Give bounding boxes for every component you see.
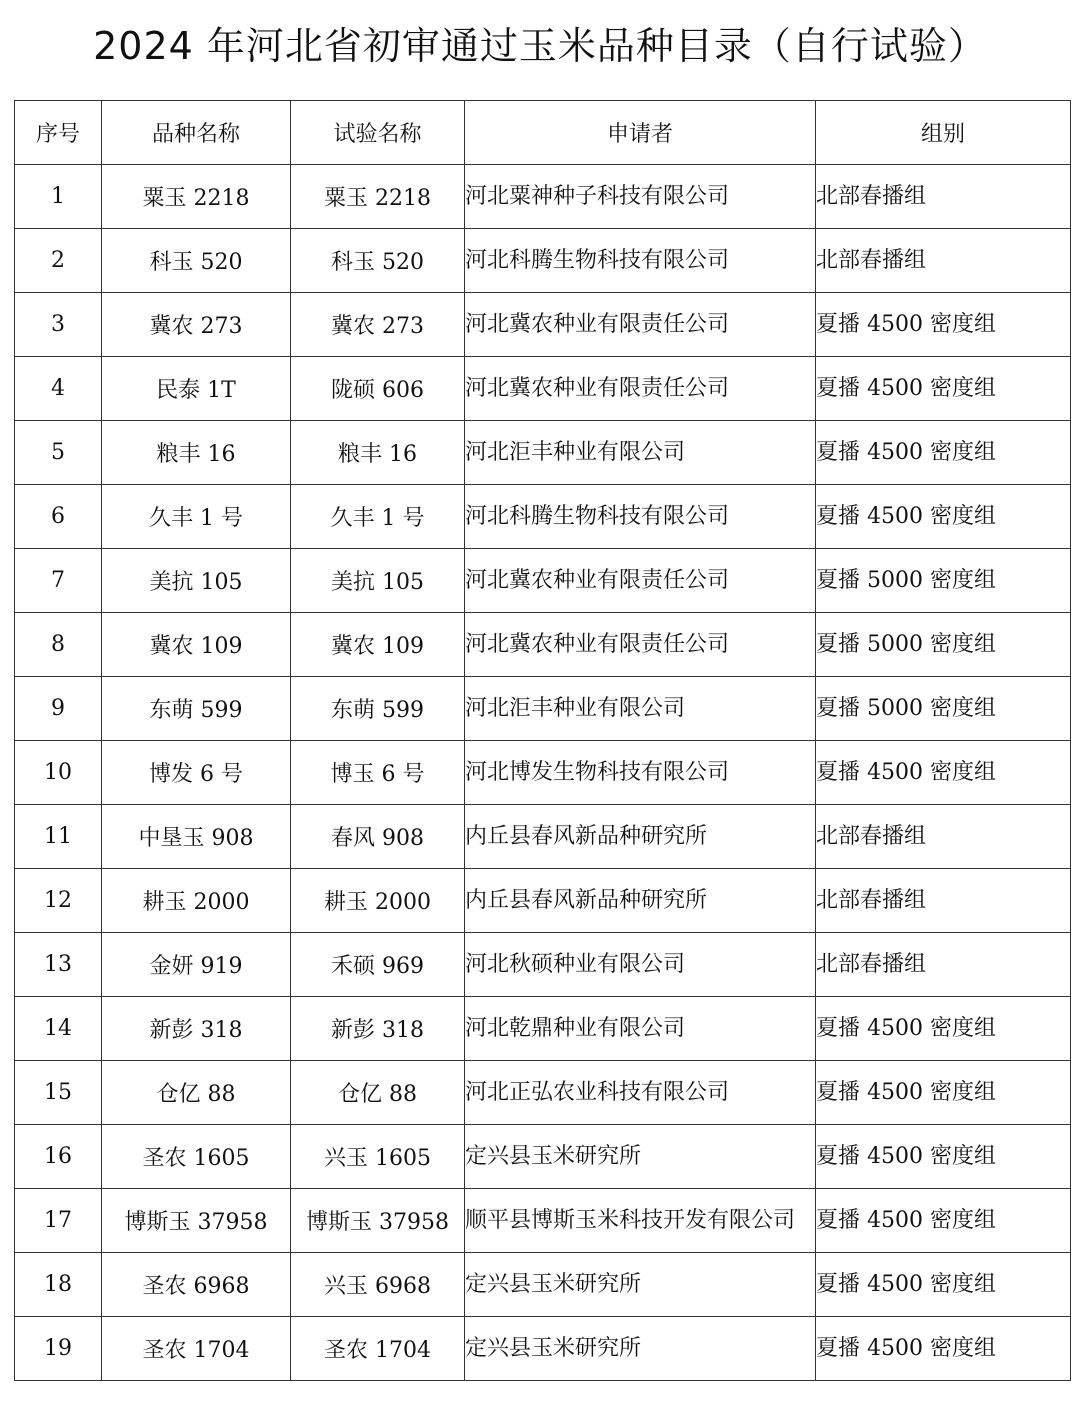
cell-trial-name: 兴玉 1605: [291, 1125, 465, 1189]
cell-variety-name: 粮丰 16: [102, 421, 291, 485]
cell-serial-number: 1: [15, 165, 102, 229]
cell-serial-number: 5: [15, 421, 102, 485]
cell-serial-number: 7: [15, 549, 102, 613]
cell-trial-name: 冀农 109: [291, 613, 465, 677]
cell-variety-name: 圣农 6968: [102, 1253, 291, 1317]
cell-serial-number: 3: [15, 293, 102, 357]
cell-serial-number: 12: [15, 869, 102, 933]
header-serial-number: 序号: [15, 101, 102, 165]
cell-applicant: 顺平县博斯玉米科技开发有限公司: [465, 1189, 816, 1253]
cell-group: 夏播 4500 密度组: [816, 1253, 1071, 1317]
cell-applicant: 河北洰丰种业有限公司: [465, 677, 816, 741]
cell-applicant: 河北博发生物科技有限公司: [465, 741, 816, 805]
cell-serial-number: 6: [15, 485, 102, 549]
cell-group: 北部春播组: [816, 933, 1071, 997]
cell-variety-name: 金妍 919: [102, 933, 291, 997]
cell-variety-name: 新彭 318: [102, 997, 291, 1061]
table-row: [15, 229, 1071, 293]
cell-serial-number: 18: [15, 1253, 102, 1317]
cell-group: 夏播 4500 密度组: [816, 421, 1071, 485]
header-trial-name: 试验名称: [291, 101, 465, 165]
cell-serial-number: 2: [15, 229, 102, 293]
table-row: [15, 1189, 1071, 1253]
cell-variety-name: 博斯玉 37958: [102, 1189, 291, 1253]
cell-trial-name: 科玉 520: [291, 229, 465, 293]
header-variety-name: 品种名称: [102, 101, 291, 165]
cell-trial-name: 粟玉 2218: [291, 165, 465, 229]
table-row: [15, 869, 1071, 933]
cell-variety-name: 冀农 109: [102, 613, 291, 677]
cell-group: 夏播 4500 密度组: [816, 997, 1071, 1061]
cell-applicant: 内丘县春风新品种研究所: [465, 869, 816, 933]
cell-applicant: 河北科腾生物科技有限公司: [465, 485, 816, 549]
cell-applicant: 河北冀农种业有限责任公司: [465, 613, 816, 677]
cell-group: 夏播 5000 密度组: [816, 613, 1071, 677]
page-title: 2024 年河北省初审通过玉米品种目录（自行试验）: [93, 24, 987, 68]
cell-trial-name: 博玉 6 号: [291, 741, 465, 805]
cell-serial-number: 17: [15, 1189, 102, 1253]
cell-group: 夏播 4500 密度组: [816, 1125, 1071, 1189]
cell-variety-name: 耕玉 2000: [102, 869, 291, 933]
table-row: [15, 613, 1071, 677]
variety-table: [14, 100, 1071, 1381]
cell-group: 夏播 4500 密度组: [816, 1317, 1071, 1381]
cell-applicant: 定兴县玉米研究所: [465, 1253, 816, 1317]
cell-group: 夏播 4500 密度组: [816, 357, 1071, 421]
cell-trial-name: 春风 908: [291, 805, 465, 869]
cell-group: 夏播 5000 密度组: [816, 549, 1071, 613]
cell-group: 夏播 5000 密度组: [816, 677, 1071, 741]
cell-variety-name: 圣农 1605: [102, 1125, 291, 1189]
cell-variety-name: 科玉 520: [102, 229, 291, 293]
cell-group: 夏播 4500 密度组: [816, 1189, 1071, 1253]
cell-serial-number: 14: [15, 997, 102, 1061]
cell-variety-name: 东萌 599: [102, 677, 291, 741]
table-row: [15, 421, 1071, 485]
table-row: [15, 1317, 1071, 1381]
cell-trial-name: 陇硕 606: [291, 357, 465, 421]
cell-variety-name: 博发 6 号: [102, 741, 291, 805]
cell-serial-number: 16: [15, 1125, 102, 1189]
cell-serial-number: 9: [15, 677, 102, 741]
cell-applicant: 河北洰丰种业有限公司: [465, 421, 816, 485]
cell-variety-name: 久丰 1 号: [102, 485, 291, 549]
cell-serial-number: 15: [15, 1061, 102, 1125]
cell-variety-name: 冀农 273: [102, 293, 291, 357]
cell-group: 北部春播组: [816, 805, 1071, 869]
cell-variety-name: 美抗 105: [102, 549, 291, 613]
cell-serial-number: 8: [15, 613, 102, 677]
cell-applicant: 河北秋硕种业有限公司: [465, 933, 816, 997]
cell-applicant: 定兴县玉米研究所: [465, 1125, 816, 1189]
table-row: [15, 933, 1071, 997]
cell-trial-name: 久丰 1 号: [291, 485, 465, 549]
cell-trial-name: 仓亿 88: [291, 1061, 465, 1125]
cell-variety-name: 中垦玉 908: [102, 805, 291, 869]
cell-trial-name: 美抗 105: [291, 549, 465, 613]
cell-serial-number: 19: [15, 1317, 102, 1381]
cell-trial-name: 禾硕 969: [291, 933, 465, 997]
header-group: 组别: [816, 101, 1071, 165]
cell-variety-name: 粟玉 2218: [102, 165, 291, 229]
cell-group: 北部春播组: [816, 869, 1071, 933]
table-row: [15, 1061, 1071, 1125]
cell-serial-number: 10: [15, 741, 102, 805]
cell-trial-name: 博斯玉 37958: [291, 1189, 465, 1253]
cell-trial-name: 东萌 599: [291, 677, 465, 741]
cell-trial-name: 粮丰 16: [291, 421, 465, 485]
cell-serial-number: 11: [15, 805, 102, 869]
cell-group: 北部春播组: [816, 229, 1071, 293]
table-row: [15, 357, 1071, 421]
table-row: [15, 677, 1071, 741]
cell-variety-name: 圣农 1704: [102, 1317, 291, 1381]
cell-group: 夏播 4500 密度组: [816, 485, 1071, 549]
cell-applicant: 河北乾鼎种业有限公司: [465, 997, 816, 1061]
cell-applicant: 河北粟神种子科技有限公司: [465, 165, 816, 229]
table-row: [15, 997, 1071, 1061]
cell-group: 夏播 4500 密度组: [816, 293, 1071, 357]
table-row: [15, 293, 1071, 357]
table-row: [15, 1253, 1071, 1317]
cell-serial-number: 13: [15, 933, 102, 997]
table-row: [15, 485, 1071, 549]
table-header-row: [15, 101, 1071, 165]
cell-applicant: 河北冀农种业有限责任公司: [465, 549, 816, 613]
cell-trial-name: 新彭 318: [291, 997, 465, 1061]
cell-trial-name: 兴玉 6968: [291, 1253, 465, 1317]
table-row: [15, 549, 1071, 613]
cell-serial-number: 4: [15, 357, 102, 421]
table-row: [15, 1125, 1071, 1189]
cell-trial-name: 圣农 1704: [291, 1317, 465, 1381]
cell-applicant: 河北科腾生物科技有限公司: [465, 229, 816, 293]
header-applicant: 申请者: [465, 101, 816, 165]
cell-group: 北部春播组: [816, 165, 1071, 229]
cell-variety-name: 仓亿 88: [102, 1061, 291, 1125]
table-body: [15, 165, 1071, 1381]
cell-applicant: 内丘县春风新品种研究所: [465, 805, 816, 869]
cell-applicant: 河北正弘农业科技有限公司: [465, 1061, 816, 1125]
cell-applicant: 定兴县玉米研究所: [465, 1317, 816, 1381]
cell-group: 夏播 4500 密度组: [816, 741, 1071, 805]
table-row: [15, 805, 1071, 869]
cell-trial-name: 冀农 273: [291, 293, 465, 357]
cell-applicant: 河北冀农种业有限责任公司: [465, 293, 816, 357]
cell-group: 夏播 4500 密度组: [816, 1061, 1071, 1125]
table-row: [15, 165, 1071, 229]
cell-variety-name: 民泰 1T: [102, 357, 291, 421]
cell-applicant: 河北冀农种业有限责任公司: [465, 357, 816, 421]
cell-trial-name: 耕玉 2000: [291, 869, 465, 933]
table-row: [15, 741, 1071, 805]
